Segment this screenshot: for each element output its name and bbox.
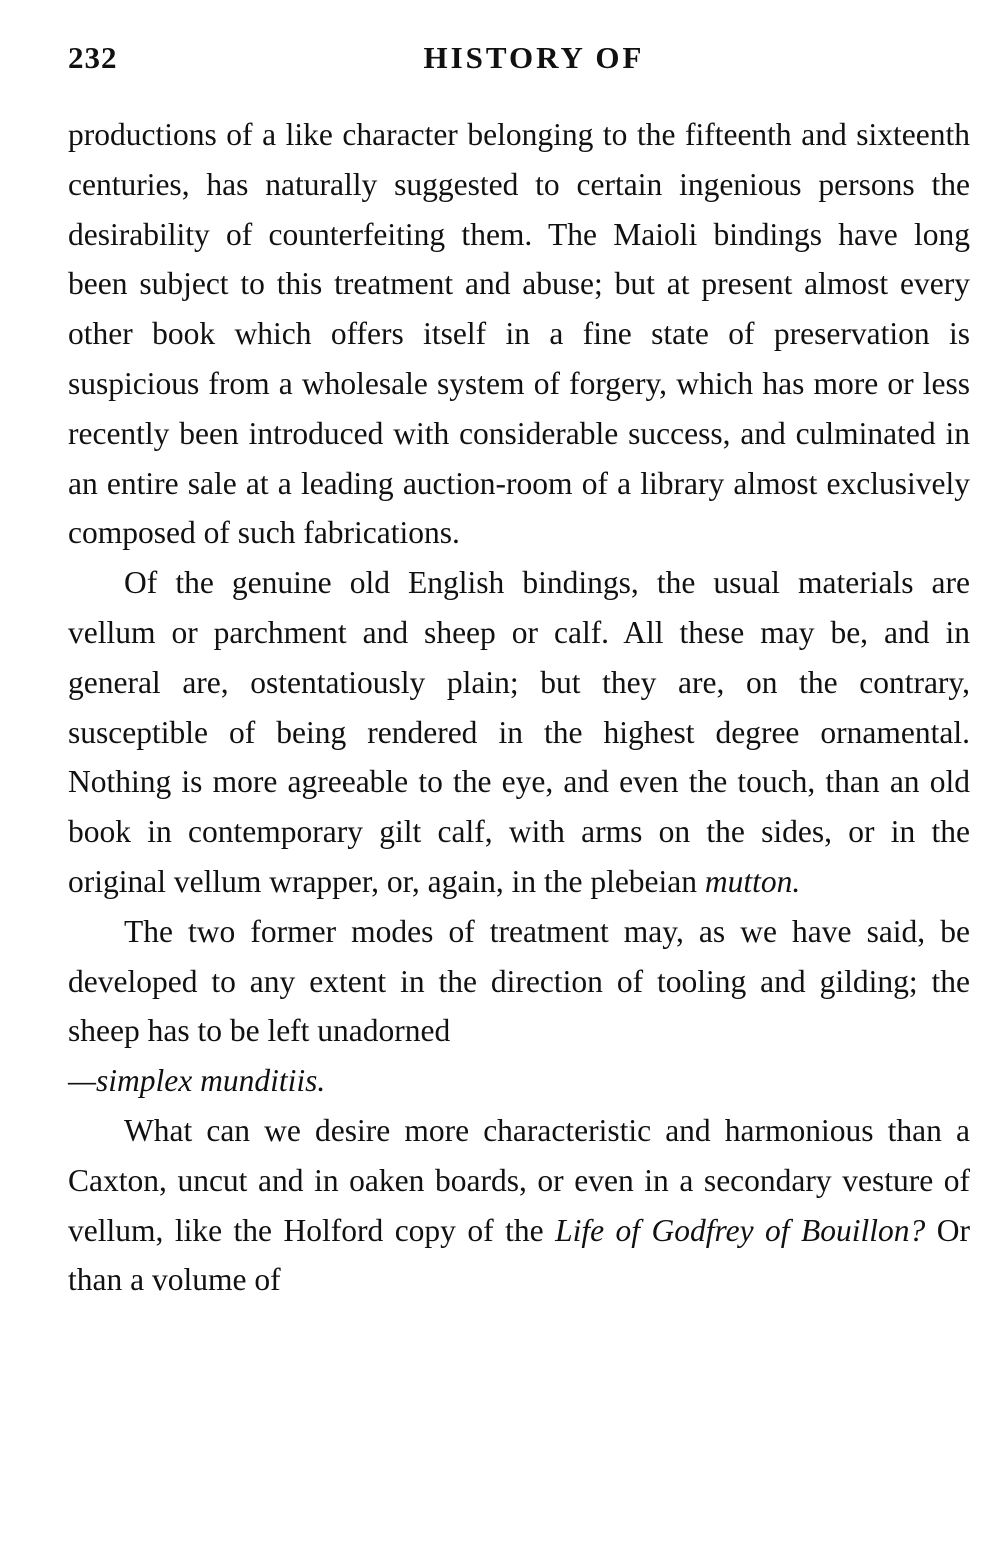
paragraph-3-text: The two former modes of treatment may, as we have said, be developed to any extent in the direction of tooling and gilding; the sheep has to be left unadorned — [68, 913, 970, 1049]
page-number: 232 — [68, 40, 118, 75]
paragraph-2 — [68, 558, 970, 907]
paragraph-2-text: Of the genuine old English bindings, the usual materials are vellum or parchment and sheep or calf. All these may be, and in general are, ostentatiously plain; but they are, on the contrary, susceptible of being rendered in the highest degree ornamental. Nothing is more agreeable to the eye, and even the touch, than an old book in contemporary gilt calf, with arms on the sides, or in the original vellum wrapper, or, again, in the plebeian — [68, 565, 970, 899]
body-text — [68, 110, 970, 1305]
running-head — [68, 40, 970, 84]
paragraph-4-text-before: What can we desire more characteristic and harmonious than a Caxton, uncut and in oaken boards, or even in a secondary vesture of vellum, like the Holford copy of the — [68, 1112, 970, 1248]
paragraph-4 — [68, 1106, 970, 1305]
paragraph-1 — [68, 110, 970, 558]
paragraph-1-text: productions of a like character belonging to the fifteenth and sixteenth centuries, has naturally suggested to certain ingenious persons the desirability of counterfeiting them. The Maioli bindings have long been subject to this treatment and abuse; but at present almost every other book which offers itself in a fine state of preservation is suspicious from a wholesale system of forgery, which has more or less recently been introduced with considerable success, and culminated in an entire sale at a leading auction-room of a library almost exclusively composed of such fabrications. — [68, 117, 970, 551]
paragraph-3-italic: —simplex munditiis. — [68, 1063, 326, 1099]
paragraph-2-italic: mutton. — [704, 863, 801, 899]
paragraph-3 — [68, 907, 970, 1106]
book-page — [68, 40, 970, 1305]
running-title: HISTORY OF — [423, 40, 645, 75]
paragraph-4-text-after: Or than a volume of — [68, 1212, 970, 1298]
paragraph-4-italic-title: Life of Godfrey of Bouillon? — [555, 1212, 926, 1248]
